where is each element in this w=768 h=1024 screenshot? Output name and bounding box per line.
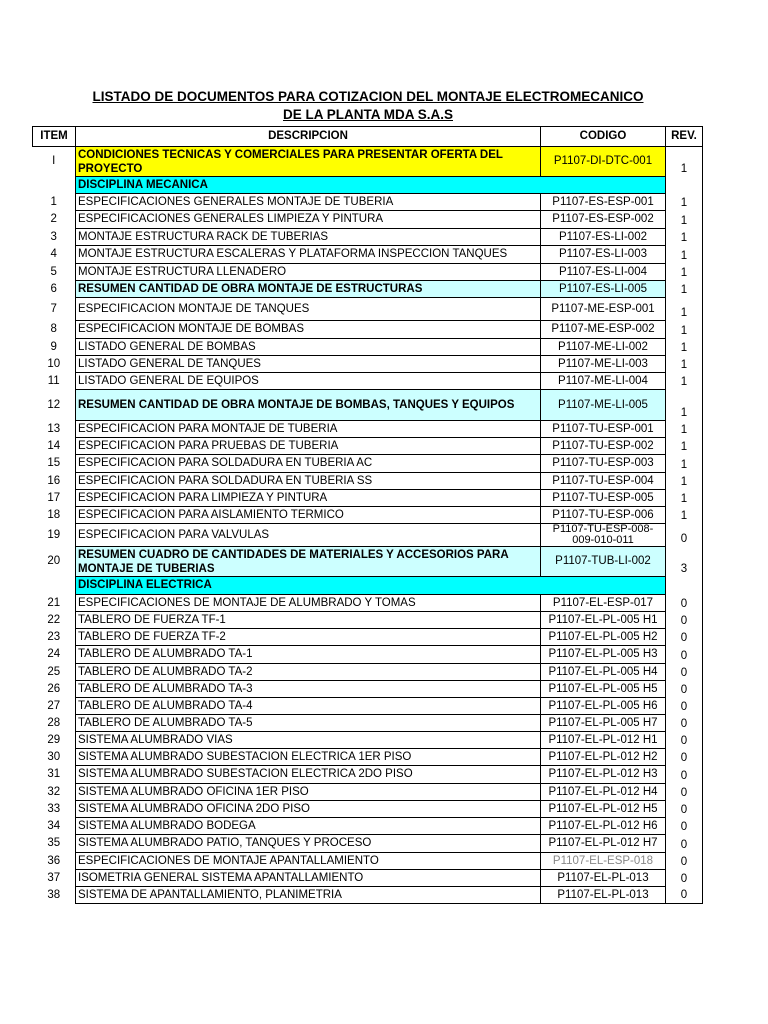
code-cell: P1107-TU-ESP-006: [541, 507, 666, 524]
document-title-line-2: DE LA PLANTA MDA S.A.S: [283, 107, 453, 122]
item-number: 12: [47, 398, 61, 411]
revision-cell: 0: [666, 818, 703, 835]
item-number: [33, 577, 76, 595]
item-number: 28: [47, 716, 61, 729]
revision-cell: 1: [666, 438, 703, 455]
description-cell: SISTEMA ALUMBRADO OFICINA 1ER PISO: [76, 784, 541, 801]
table-row: [33, 246, 703, 264]
header-rev: REV.: [666, 127, 703, 147]
revision-cell: 1: [666, 211, 703, 229]
table-row: [33, 715, 703, 732]
description-cell: ESPECIFICACION MONTAJE DE BOMBAS: [76, 321, 541, 339]
item-number: 19: [47, 528, 61, 541]
description-cell: ESPECIFICACION PARA VALVULAS: [76, 524, 541, 547]
description-cell: LISTADO GENERAL DE TANQUES: [76, 356, 541, 373]
description-cell: MONTAJE ESTRUCTURA LLENADERO: [76, 264, 541, 281]
item-number: 27: [47, 699, 61, 712]
description-cell: ESPECIFICACION PARA MONTAJE DE TUBERIA: [76, 421, 541, 438]
description-cell: DISCIPLINA ELECTRICA: [76, 577, 541, 595]
item-number: 20: [47, 555, 61, 567]
code-cell: P1107-EL-PL-012 H1: [541, 732, 666, 749]
revision-cell: 1: [666, 421, 703, 438]
item-number: 15: [47, 457, 61, 469]
code-cell: P1107-EL-PL-012 H3: [541, 766, 666, 784]
code-cell: P1107-TU-ESP-004: [541, 473, 666, 490]
item-number: 5: [50, 265, 57, 278]
description-cell: ESPECIFICACION PARA AISLAMIENTO TERMICO: [76, 507, 541, 524]
table-row: [33, 298, 703, 321]
revision-cell: 0: [666, 664, 703, 681]
table-header-row: [33, 127, 703, 147]
description-cell: SISTEMA ALUMBRADO VIAS: [76, 732, 541, 749]
description-cell: MONTAJE ESTRUCTURA ESCALERAS Y PLATAFORMA INSPECCION TANQUES: [76, 246, 541, 264]
code-cell: P1107-ES-LI-005: [541, 281, 666, 298]
revision-cell: 0: [666, 784, 703, 801]
description-cell: SISTEMA ALUMBRADO OFICINA 2DO PISO: [76, 801, 541, 818]
description-cell: TABLERO DE ALUMBRADO TA-5: [76, 715, 541, 732]
table-row: [33, 629, 703, 646]
table-row: [33, 595, 703, 612]
revision-cell: 1: [666, 507, 703, 524]
revision-cell: 0: [666, 681, 703, 698]
table-row: [33, 373, 703, 390]
description-cell: RESUMEN CUADRO DE CANTIDADES DE MATERIALES Y ACCESORIOS PARA MONTAJE DE TUBERIAS: [76, 547, 541, 577]
description-cell: TABLERO DE FUERZA TF-2: [76, 629, 541, 646]
table-row: [33, 664, 703, 681]
revision-cell: 1: [666, 373, 703, 390]
code-cell: P1107-EL-PL-005 H5: [541, 681, 666, 698]
item-number: 6: [50, 282, 57, 295]
item-number: 17: [47, 491, 61, 504]
description-cell: MONTAJE ESTRUCTURA RACK DE TUBERIAS: [76, 229, 541, 246]
code-cell: P1107-EL-PL-005 H1: [541, 612, 666, 629]
table-row: [33, 766, 703, 784]
item-number: 31: [47, 768, 61, 780]
code-cell: P1107-DI-DTC-001: [541, 147, 666, 177]
item-number: I: [52, 155, 56, 168]
description-cell: RESUMEN CANTIDAD DE OBRA MONTAJE DE ESTRUCTURAS: [76, 281, 541, 298]
revision-cell: 1: [666, 455, 703, 473]
item-number: 14: [47, 439, 61, 452]
item-number: 37: [47, 871, 61, 884]
revision-cell: 0: [666, 595, 703, 612]
table-row: [33, 356, 703, 373]
code-cell: P1107-ME-ESP-001: [541, 298, 666, 321]
item-number: 9: [50, 340, 57, 353]
revision-cell: 0: [666, 612, 703, 629]
description-cell: ESPECIFICACIONES GENERALES MONTAJE DE TUBERIA: [76, 194, 541, 211]
table-row: [33, 612, 703, 629]
code-cell: P1107-ME-LI-003: [541, 356, 666, 373]
item-number: 36: [47, 854, 61, 867]
revision-cell: 0: [666, 646, 703, 664]
section-row: [33, 577, 703, 595]
header-item: ITEM: [33, 127, 76, 147]
revision-cell: 0: [666, 801, 703, 818]
item-number: 2: [50, 213, 57, 225]
code-cell: P1107-ME-ESP-002: [541, 321, 666, 339]
table-row: [33, 818, 703, 835]
table-row: [33, 784, 703, 801]
revision-cell: 0: [666, 835, 703, 853]
table-row: [33, 321, 703, 339]
documents-table: [32, 126, 703, 904]
item-number: 34: [47, 819, 61, 832]
code-cell: P1107-TU-ESP-003: [541, 455, 666, 473]
code-cell: P1107-EL-PL-013: [541, 870, 666, 887]
description-cell: SISTEMA ALUMBRADO PATIO, TANQUES Y PROCESO: [76, 835, 541, 853]
table-row: [33, 264, 703, 281]
item-number: 30: [47, 750, 61, 763]
table-row: [33, 507, 703, 524]
code-cell: P1107-ES-ESP-002: [541, 211, 666, 229]
description-cell: LISTADO GENERAL DE BOMBAS: [76, 339, 541, 356]
description-cell: TABLERO DE ALUMBRADO TA-1: [76, 646, 541, 664]
code-cell: P1107-EL-PL-005 H6: [541, 698, 666, 715]
table-row: [33, 438, 703, 455]
revision-cell: 0: [666, 749, 703, 766]
code-cell: P1107-TU-ESP-005: [541, 490, 666, 507]
description-cell: ESPECIFICACION PARA SOLDADURA EN TUBERIA AC: [76, 455, 541, 473]
table-row: [33, 473, 703, 490]
code-cell: P1107-ME-LI-004: [541, 373, 666, 390]
revision-cell: 0: [666, 766, 703, 784]
code-cell: P1107-ME-LI-002: [541, 339, 666, 356]
code-cell: P1107-EL-ESP-017: [541, 595, 666, 612]
item-number: 3: [50, 230, 57, 243]
code-cell: P1107-ES-LI-004: [541, 264, 666, 281]
table-row: [33, 455, 703, 473]
code-cell: P1107-EL-PL-012 H6: [541, 818, 666, 835]
item-number: [33, 177, 76, 194]
code-cell: P1107-EL-PL-005 H2: [541, 629, 666, 646]
code-cell: P1107-TU-ESP-001: [541, 421, 666, 438]
item-number: 38: [47, 888, 61, 901]
table-row: [33, 681, 703, 698]
item-number: 10: [47, 357, 61, 370]
description-cell: ESPECIFICACION PARA SOLDADURA EN TUBERIA SS: [76, 473, 541, 490]
revision-cell: 1: [666, 298, 703, 321]
code-cell: P1107-ME-LI-005: [541, 390, 666, 421]
item-number: 18: [47, 508, 61, 521]
code-cell: P1107-TU-ESP-008-009-010-011: [541, 524, 666, 547]
revision-cell: [666, 577, 703, 595]
revision-cell: 1: [666, 246, 703, 264]
document-title-line-1: LISTADO DE DOCUMENTOS PARA COTIZACION DEL MONTAJE ELECTROMECANICO: [92, 89, 644, 104]
code-cell: [541, 177, 666, 194]
table-row: [33, 870, 703, 887]
table-row: [33, 390, 703, 421]
description-cell: CONDICIONES TECNICAS Y COMERCIALES PARA PRESENTAR OFERTA DEL PROYECTO: [76, 147, 541, 177]
revision-cell: 1: [666, 321, 703, 339]
table-row: [33, 646, 703, 664]
table-row: [33, 490, 703, 507]
table-row: [33, 281, 703, 298]
revision-cell: 1: [666, 194, 703, 211]
code-cell: P1107-ES-LI-002: [541, 229, 666, 246]
code-cell: P1107-EL-PL-005 H3: [541, 646, 666, 664]
header-code: CODIGO: [541, 127, 666, 147]
description-cell: RESUMEN CANTIDAD DE OBRA MONTAJE DE BOMBAS, TANQUES Y EQUIPOS: [76, 390, 541, 421]
item-number: 4: [50, 248, 57, 260]
code-cell: P1107-EL-PL-005 H4: [541, 664, 666, 681]
code-cell: P1107-ES-ESP-001: [541, 194, 666, 211]
table-row: [33, 749, 703, 766]
code-cell: P1107-EL-PL-012 H5: [541, 801, 666, 818]
item-number: 35: [47, 837, 61, 849]
item-number: 26: [47, 682, 61, 695]
code-cell: P1107-TUB-LI-002: [541, 547, 666, 577]
revision-cell: 1: [666, 390, 703, 421]
revision-cell: 1: [666, 281, 703, 298]
description-cell: ESPECIFICACIONES GENERALES LIMPIEZA Y PINTURA: [76, 211, 541, 229]
description-cell: ESPECIFICACION PARA LIMPIEZA Y PINTURA: [76, 490, 541, 507]
item-number: 25: [47, 665, 61, 678]
code-cell: P1107-EL-ESP-018: [541, 853, 666, 870]
revision-cell: 1: [666, 473, 703, 490]
table-row: [33, 732, 703, 749]
item-number: 32: [47, 785, 61, 798]
table-row: [33, 853, 703, 870]
revision-cell: 1: [666, 264, 703, 281]
item-number: 23: [47, 630, 61, 643]
description-cell: ESPECIFICACION PARA PRUEBAS DE TUBERIA: [76, 438, 541, 455]
description-cell: DISCIPLINA MECANICA: [76, 177, 541, 194]
table-row: [33, 194, 703, 211]
item-number: 16: [47, 474, 61, 487]
item-number: 22: [47, 613, 61, 626]
description-cell: SISTEMA DE APANTALLAMIENTO, PLANIMETRIA: [76, 887, 541, 904]
description-cell: LISTADO GENERAL DE EQUIPOS: [76, 373, 541, 390]
description-cell: SISTEMA ALUMBRADO SUBESTACION ELECTRICA 2DO PISO: [76, 766, 541, 784]
table-row: [33, 835, 703, 853]
code-cell: P1107-TU-ESP-002: [541, 438, 666, 455]
revision-cell: 1: [666, 339, 703, 356]
description-cell: ESPECIFICACION MONTAJE DE TANQUES: [76, 298, 541, 321]
table-row: [33, 801, 703, 818]
revision-cell: 0: [666, 732, 703, 749]
description-cell: SISTEMA ALUMBRADO SUBESTACION ELECTRICA 1ER PISO: [76, 749, 541, 766]
section-row: [33, 177, 703, 194]
description-cell: TABLERO DE ALUMBRADO TA-4: [76, 698, 541, 715]
description-cell: ISOMETRIA GENERAL SISTEMA APANTALLAMIENTO: [76, 870, 541, 887]
table-row: [33, 211, 703, 229]
item-number: 11: [47, 374, 60, 387]
description-cell: TABLERO DE ALUMBRADO TA-3: [76, 681, 541, 698]
revision-cell: 1: [666, 490, 703, 507]
description-cell: TABLERO DE FUERZA TF-1: [76, 612, 541, 629]
code-cell: P1107-ES-LI-003: [541, 246, 666, 264]
item-number: 13: [47, 422, 61, 435]
table-row: [33, 229, 703, 246]
revision-cell: 0: [666, 698, 703, 715]
description-cell: ESPECIFICACIONES DE MONTAJE APANTALLAMIENTO: [76, 853, 541, 870]
item-number: 1: [50, 195, 57, 208]
description-cell: SISTEMA ALUMBRADO BODEGA: [76, 818, 541, 835]
table-row: [33, 147, 703, 177]
item-number: 29: [47, 733, 61, 746]
revision-cell: 0: [666, 524, 703, 547]
table-row: [33, 339, 703, 356]
item-number: 21: [47, 596, 61, 609]
code-cell: P1107-EL-PL-013: [541, 887, 666, 904]
code-cell: P1107-EL-PL-005 H7: [541, 715, 666, 732]
revision-cell: 0: [666, 887, 703, 904]
revision-cell: 0: [666, 629, 703, 646]
table-row: [33, 421, 703, 438]
revision-cell: 1: [666, 229, 703, 246]
table-row: [33, 547, 703, 577]
revision-cell: 0: [666, 853, 703, 870]
header-description: DESCRIPCION: [76, 127, 541, 147]
revision-cell: 0: [666, 870, 703, 887]
revision-cell: [666, 177, 703, 194]
table-row: [33, 887, 703, 904]
revision-cell: 1: [666, 147, 703, 177]
table-row: [33, 524, 703, 547]
item-number: 33: [47, 802, 61, 815]
revision-cell: 1: [666, 356, 703, 373]
description-cell: TABLERO DE ALUMBRADO TA-2: [76, 664, 541, 681]
code-cell: P1107-EL-PL-012 H2: [541, 749, 666, 766]
code-cell: P1107-EL-PL-012 H4: [541, 784, 666, 801]
code-cell: [541, 577, 666, 595]
revision-cell: 3: [666, 547, 703, 577]
item-number: 24: [47, 648, 61, 660]
item-number: 7: [50, 302, 57, 315]
revision-cell: 0: [666, 715, 703, 732]
item-number: 8: [50, 323, 57, 335]
table-row: [33, 698, 703, 715]
code-cell: P1107-EL-PL-012 H7: [541, 835, 666, 853]
description-cell: ESPECIFICACIONES DE MONTAJE DE ALUMBRADO Y TOMAS: [76, 595, 541, 612]
